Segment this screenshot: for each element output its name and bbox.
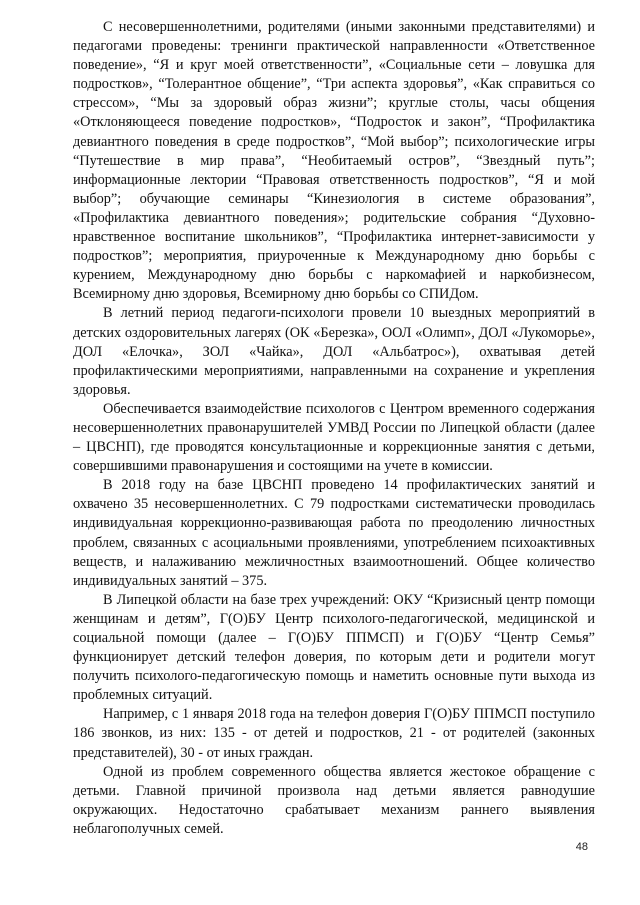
paragraph-cvsnp-cooperation: Обеспечивается взаимодействие психологов с Центром временного содержания несовершеннолетних правонарушителей УМВД России по Липецкой области (далее – ЦВСНП), где проводятся консультационные и коррекционные занятия с детьми, совершившими правонарушения и состоящими на учете в комиссии. [73, 400, 595, 475]
document-page [73, 18, 595, 839]
paragraph-child-abuse: Одной из проблем современного общества является жестокое обращение с детьми. Главной причиной произвола над детьми является равнодушие окружающих. Недостаточно срабатывает механизм раннего выявления неблагополучных семей. [73, 763, 595, 837]
paragraph-trainings: С несовершеннолетними, родителями (иными законными представителями) и педагогами проведены: тренинги практической направленности «Ответственное поведение», “Я и круг моей ответственности”, «Социальные сети – ловушка для подростков», “Толерантное общение”, “Три аспекта здоровья”, «Как справиться со стрессом», “Мы за здоровый образ жизни”; круглые столы, часы общения «Отклоняющееся поведение подростков», “Подросток и закон”, “Профилактика девиантного поведения в среде подростков”, “Мой выбор”; психологические игры “Путешествие в мир права”, “Необитаемый остров”, “Звездный путь”; информационные лектории “Правовая ответственность подростков”, “Я и мой выбор”; обучающие семинары “Кинезиология в системе образования”, «Профилактика девиантного поведения»; родительские собрания “Духовно-нравственное воспитание школьников”, “Профилактика интернет-зависимости у подростков”; мероприятия, приуроченные к Международному дню борьбы с курением, Международному дню борьбы с наркомафией и наркобизнесом, Всемирному дню здоровья, Всемирному дню борьбы со СПИДом. [73, 19, 595, 303]
paragraph-summer-camps: В летний период педагоги-психологи провели 10 выездных мероприятий в детских оздоровительных лагерях (ОК «Березка», ООЛ «Олимп», ДОЛ «Лукоморье», ДОЛ «Елочка», ЗОЛ «Чайка», ДОЛ «Альбатрос»), охватывая детей профилактическими мероприятиями, направленными на сохранение и укрепления здоровья. [73, 305, 595, 398]
paragraph-helpline-calls: Например, с 1 января 2018 года на телефон доверия Г(О)БУ ППМСП поступило 186 звонков, из них: 135 - от детей и подростков, 21 - от родителей (законных представителей), 30 - от иных граждан. [73, 706, 595, 761]
paragraph-helpline: В Липецкой области на базе трех учреждений: ОКУ “Кризисный центр помощи женщинам и детям”, Г(О)БУ Центр психолого-педагогической, медицинской и социальной помощи (далее – Г(О)БУ ППМСП) и Г(О)БУ “Центр Семья” функционирует детский телефон доверия, по которым дети и родители могут получить психолого-педагогическую помощь и наметить основные пути выхода из проблемных ситуаций. [73, 591, 595, 704]
paragraph-2018-sessions: В 2018 году на базе ЦВСНП проведено 14 профилактических занятий и охвачено 35 несовершеннолетних. С 79 подростками систематически проводилась индивидуальная коррекционно-развивающая работа по преодолению личностных проблем, связанных с асоциальными проявлениями, употреблением психоактивных веществ, и налаживанию межличностных взаимоотношений. Общее количество индивидуальных занятий – 375. [73, 477, 595, 589]
page-number: 48 [575, 841, 588, 853]
